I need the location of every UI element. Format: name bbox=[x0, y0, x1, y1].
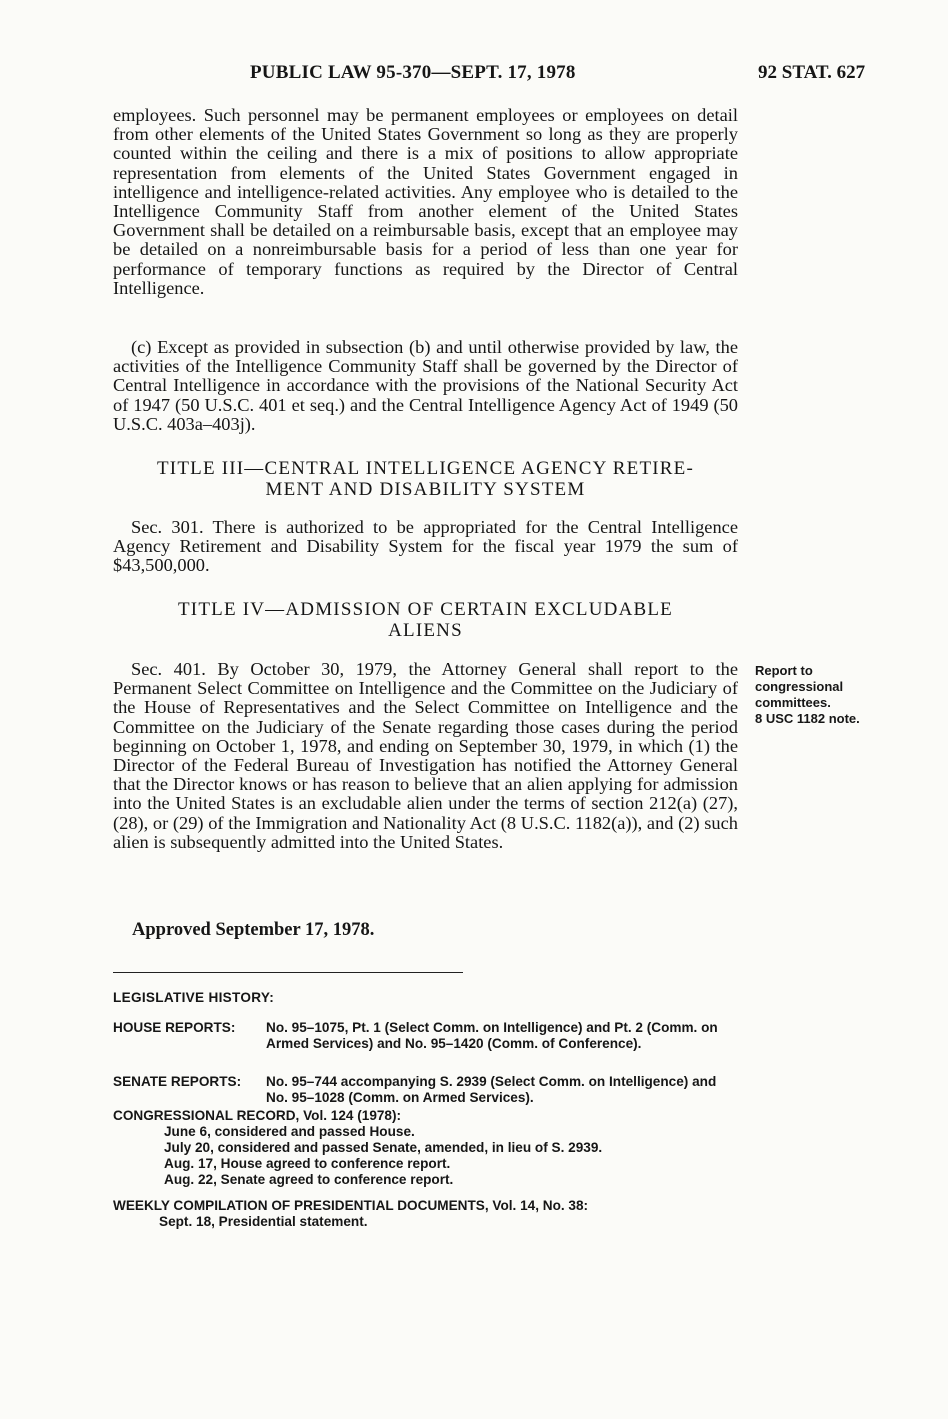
weekly-item: Sept. 18, Presidential statement. bbox=[159, 1214, 368, 1229]
house-reports-label: HOUSE REPORTS: bbox=[113, 1020, 236, 1035]
house-reports-text: No. 95–1075, Pt. 1 (Select Comm. on Intelligence) and Pt. 2 (Comm. on Armed Services) and No. 95–1420 (Comm. of Conference). bbox=[266, 1020, 718, 1051]
margin-note bbox=[755, 663, 865, 727]
margin-note-line4: 8 USC 1182 note. bbox=[755, 711, 860, 726]
congressional-record bbox=[113, 1108, 743, 1188]
section-c-text: (c) Except as provided in subsection (b) and until otherwise provided by law, the activities of the Intelligence Community Staff shall be governed by the Director of Central Intelligence in accordance with the provisions of the National Security Act of 1947 (50 U.S.C. 401 et seq.) and the Central Intelligence Agency Act of 1949 (50 U.S.C. 403a–403j). bbox=[113, 337, 738, 434]
senate-reports-text: No. 95–744 accompanying S. 2939 (Select Comm. on Intelligence) and No. 95–1028 (Comm. on Armed Services). bbox=[266, 1074, 717, 1105]
weekly-compilation-label: WEEKLY COMPILATION OF PRESIDENTIAL DOCUMENTS, Vol. 14, No. 38: bbox=[113, 1198, 589, 1213]
section-301 bbox=[113, 518, 738, 576]
record-item: Aug. 17, House agreed to conference report. bbox=[164, 1156, 451, 1171]
separator-rule bbox=[113, 972, 463, 973]
section-401 bbox=[113, 660, 738, 852]
title-iv-line2: ALIENS bbox=[388, 620, 463, 641]
title-iii-heading bbox=[113, 458, 738, 500]
title-iv-heading bbox=[113, 599, 738, 641]
approval-date: Approved September 17, 1978. bbox=[132, 920, 375, 940]
section-401-text: Sec. 401. By October 30, 1979, the Attorney General shall report to the Permanent Select Committee on Intelligence and the Committee on the Judiciary of the House of Representatives and the Select Committee on Intelligence and the Committee on the Judiciary of the Senate regarding those cases during the period beginning on October 1, 1978, and ending on September 30, 1979, in which (1) the Director of the Federal Bureau of Investigation has notified the Attorney General that the Director knows or has reason to believe that an alien applying for admission into the United States is an excludable alien under the terms of section 212(a) (27), (28), or (29) of the Immigration and Nationality Act (8 U.S.C. 1182(a)), and (2) such alien is subsequently admitted into the United States. bbox=[113, 659, 738, 852]
title-iii-line2: MENT AND DISABILITY SYSTEM bbox=[265, 479, 586, 500]
section-b-continuation bbox=[113, 106, 738, 298]
legislative-history-heading: LEGISLATIVE HISTORY: bbox=[113, 990, 275, 1005]
record-item: Aug. 22, Senate agreed to conference report. bbox=[164, 1172, 454, 1187]
senate-reports bbox=[113, 1074, 743, 1106]
margin-note-line1: Report to bbox=[755, 663, 813, 678]
section-c bbox=[113, 338, 738, 434]
running-header-law: PUBLIC LAW 95-370—SEPT. 17, 1978 bbox=[250, 62, 576, 83]
section-301-text: Sec. 301. There is authorized to be appropriated for the Central Intelligence Agency Retirement and Disability System for the fiscal year 1979 the sum of $43,500,000. bbox=[113, 517, 738, 576]
house-reports bbox=[113, 1020, 743, 1052]
section-b-text: employees. Such personnel may be permanent employees or employees on detail from other elements of the United States Government so long as they are properly counted within the ceiling and there is a mix of positions to allow appropriate representation from elements of the United States Government engaged in intelligence and intelligence-related activities. Any employee who is detailed to the Intelligence Community Staff from another element of the United States Government shall be detailed on a reimbursable basis, except that an employee may be detailed on a nonreimbursable basis for a period of less than one year for performance of temporary functions as required by the Director of Central Intelligence. bbox=[113, 105, 738, 298]
title-iv-line1: TITLE IV—ADMISSION OF CERTAIN EXCLUDABLE bbox=[178, 599, 673, 620]
record-item: July 20, considered and passed Senate, amended, in lieu of S. 2939. bbox=[164, 1140, 603, 1155]
congressional-record-label: CONGRESSIONAL RECORD, Vol. 124 (1978): bbox=[113, 1108, 402, 1123]
margin-note-line2: congressional bbox=[755, 679, 844, 694]
running-header-stat: 92 STAT. 627 bbox=[758, 62, 866, 83]
senate-reports-label: SENATE REPORTS: bbox=[113, 1074, 242, 1089]
title-iii-line1: TITLE III—CENTRAL INTELLIGENCE AGENCY RETIRE- bbox=[157, 458, 694, 479]
margin-note-line3: committees. bbox=[755, 695, 831, 710]
weekly-compilation bbox=[113, 1198, 743, 1230]
record-item: June 6, considered and passed House. bbox=[164, 1124, 415, 1139]
